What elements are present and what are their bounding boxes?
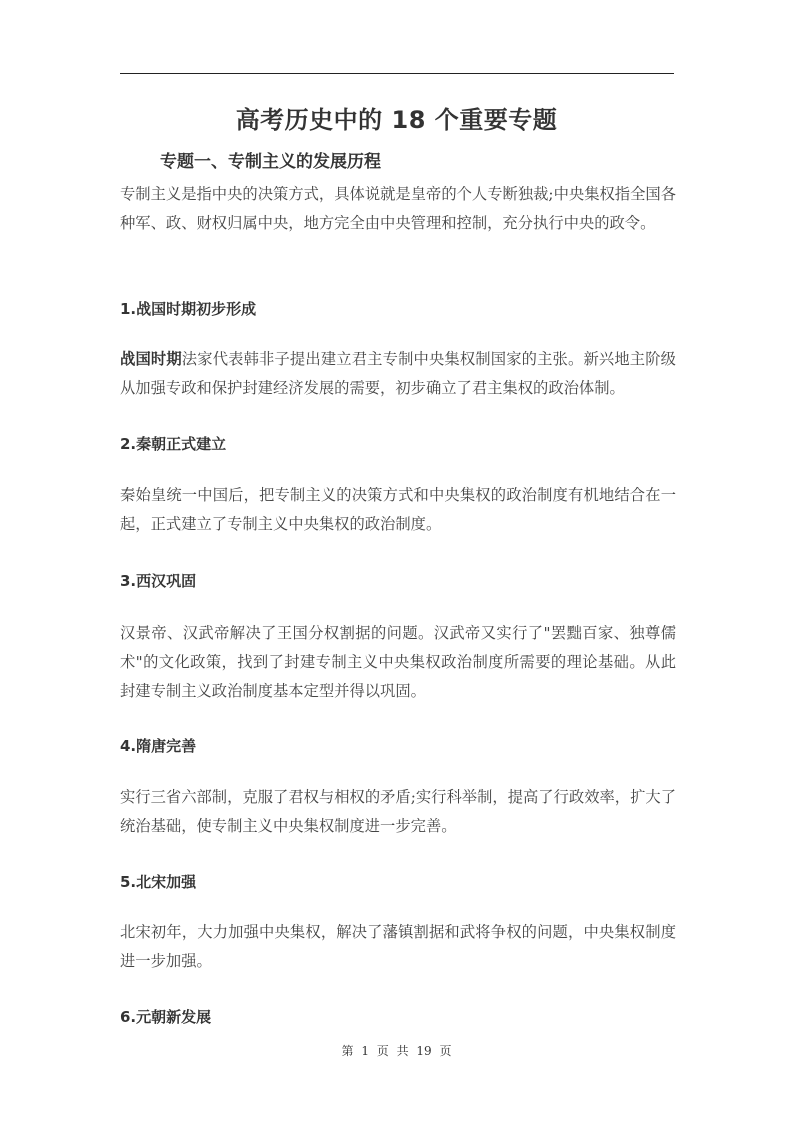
section-title: 专题一、专制主义的发展历程 [160, 152, 381, 172]
item-body-4: 实行三省六部制，克服了君权与相权的矛盾;实行科举制，提高了行政效率，扩大了统治基础，使专制主义中央集权制度进一步完善。 [120, 788, 676, 835]
item-body-1-text: 法家代表韩非子提出建立君主专制中央集权制国家的主张。新兴地主阶级从加强专政和保护封建经济发展的需要，初步确立了君主集权的政治体制。 [120, 350, 676, 397]
item-heading-5: 5.北宋加强 [120, 873, 197, 891]
item-body-3: 汉景帝、汉武帝解决了王国分权割据的问题。汉武帝又实行了"罢黜百家、独尊儒术"的文化政策，找到了封建专制主义中央集权政治制度所需要的理论基础。从此封建专制主义政治制度基本定型并得以巩固。 [120, 624, 676, 700]
intro-paragraph: 专制主义是指中央的决策方式，具体说就是皇帝的个人专断独裁;中央集权指全国各种军、政、财权归属中央，地方完全由中央管理和控制，充分执行中央的政令。 [120, 185, 676, 232]
header-rule [120, 73, 674, 74]
item-body-5: 北宋初年，大力加强中央集权，解决了藩镇割据和武将争权的问题，中央集权制度进一步加强。 [120, 923, 676, 970]
item-heading-3: 3.西汉巩固 [120, 572, 197, 590]
item-heading-4: 4.隋唐完善 [120, 737, 197, 755]
item-heading-6: 6.元朝新发展 [120, 1008, 212, 1026]
item-body-2: 秦始皇统一中国后，把专制主义的决策方式和中央集权的政治制度有机地结合在一起，正式建立了专制主义中央集权的政治制度。 [120, 486, 676, 533]
item-lead-1: 战国时期 [120, 350, 182, 368]
item-body-1 [120, 345, 676, 403]
item-heading-2: 2.秦朝正式建立 [120, 435, 227, 453]
page-footer: 第 1 页 共 19 页 [341, 1044, 452, 1058]
document-title: 高考历史中的 18 个重要专题 [235, 106, 558, 134]
item-heading-1: 1.战国时期初步形成 [120, 300, 257, 318]
